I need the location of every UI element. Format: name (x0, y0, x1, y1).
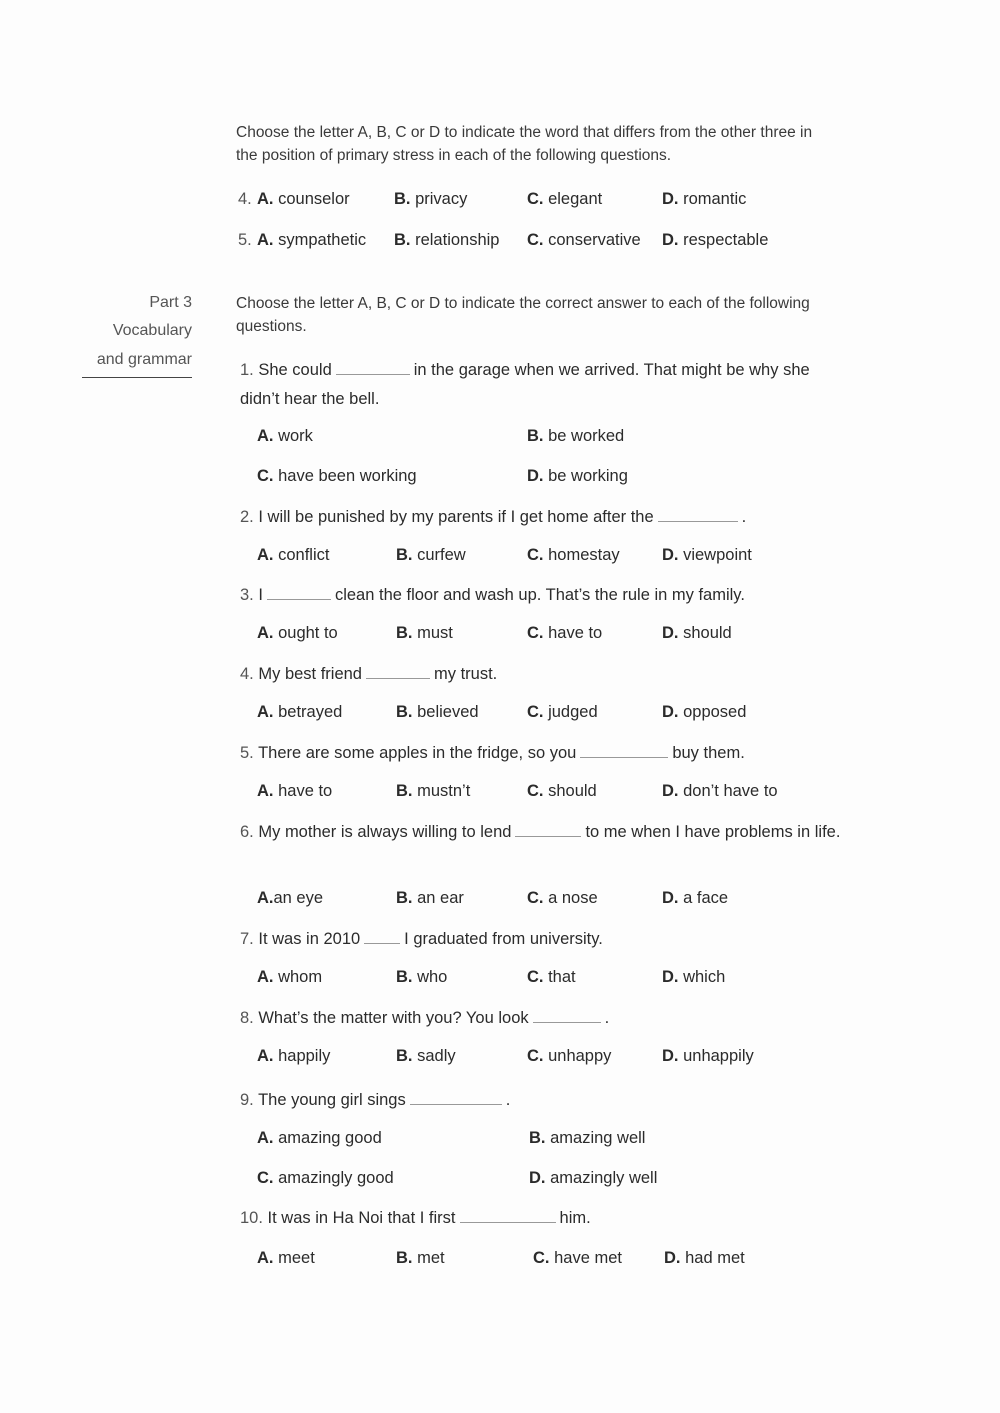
answer-blank[interactable] (336, 362, 410, 375)
options-row (240, 889, 860, 915)
options-row (240, 703, 860, 729)
options-row (240, 1169, 860, 1195)
options-row (240, 782, 860, 808)
answer-blank[interactable] (410, 1092, 502, 1105)
option-c[interactable]: C. have to (527, 624, 603, 642)
option-d[interactable]: D. which (662, 968, 726, 986)
grammar-question-9: 9. The young girl sings . (240, 1091, 511, 1109)
sidebar-section-line1: Vocabulary (112, 322, 192, 339)
answer-blank[interactable] (658, 509, 738, 522)
option-b[interactable]: B. met (396, 1249, 445, 1267)
option-b[interactable]: B. relationship (394, 231, 500, 249)
question-number: 5. (238, 231, 252, 249)
grammar-question-5: 5. There are some apples in the fridge, so you buy them. (240, 744, 745, 762)
options-row (240, 968, 860, 994)
option-d[interactable]: D. a face (662, 889, 729, 907)
sidebar-part-label: Part 3 (149, 294, 192, 311)
option-a[interactable]: A. have to (257, 782, 333, 800)
grammar-question-2: 2. I will be punished by my parents if I get home after the . (240, 508, 747, 526)
answer-blank[interactable] (460, 1210, 556, 1223)
answer-blank[interactable] (580, 745, 668, 758)
option-d[interactable]: D. unhappily (662, 1047, 754, 1065)
stress-question-5 (240, 231, 860, 257)
option-a[interactable]: A. meet (257, 1249, 315, 1267)
option-a[interactable]: A. counselor (257, 190, 350, 208)
option-d[interactable]: D. opposed (662, 703, 747, 721)
grammar-instruction: Choose the letter A, B, C or D to indicate the correct answer to each of the following questions. (236, 295, 810, 335)
grammar-question-1: 1. She could in the garage when we arrived. That might be why she didn’t hear the bell. (240, 361, 810, 408)
option-a[interactable]: A. sympathetic (257, 231, 367, 249)
answer-blank[interactable] (533, 1010, 601, 1023)
answer-blank[interactable] (267, 587, 331, 600)
question-number: 4. (238, 190, 252, 208)
option-a[interactable]: A. amazing good (257, 1129, 382, 1147)
stress-instruction: Choose the letter A, B, C or D to indicate the word that differs from the other three in the position of primary stress in each of the following questions. (236, 124, 813, 164)
option-c[interactable]: C. unhappy (527, 1047, 612, 1065)
grammar-question-10: 10. It was in Ha Noi that I first him. (240, 1209, 591, 1227)
option-b[interactable]: B. amazing well (529, 1129, 646, 1147)
option-c[interactable]: C. a nose (527, 889, 598, 907)
option-d[interactable]: D. viewpoint (662, 546, 752, 564)
grammar-question-7: 7. It was in 2010 I graduated from university. (240, 930, 603, 948)
option-d[interactable]: D. romantic (662, 190, 747, 208)
option-a[interactable]: A. whom (257, 968, 323, 986)
option-b[interactable]: B. sadly (396, 1047, 456, 1065)
answer-blank[interactable] (366, 666, 430, 679)
option-b[interactable]: B. curfew (396, 546, 466, 564)
option-a[interactable]: A. happily (257, 1047, 331, 1065)
options-row (240, 1249, 860, 1275)
option-c[interactable]: C. homestay (527, 546, 620, 564)
grammar-question-3: 3. I clean the floor and wash up. That’s the rule in my family. (240, 586, 745, 604)
option-b[interactable]: B. who (396, 968, 448, 986)
option-d[interactable]: D. should (662, 624, 732, 642)
option-c[interactable]: C. that (527, 968, 576, 986)
sidebar-divider (82, 377, 192, 378)
options-row (240, 1047, 860, 1073)
options-row (240, 624, 860, 650)
option-b[interactable]: B. believed (396, 703, 479, 721)
option-a[interactable]: A. betrayed (257, 703, 343, 721)
option-d[interactable]: D. had met (664, 1249, 745, 1267)
grammar-question-8: 8. What’s the matter with you? You look . (240, 1009, 610, 1027)
options-row (240, 467, 860, 493)
option-c[interactable]: C. should (527, 782, 597, 800)
options-row (240, 1129, 860, 1155)
option-c[interactable]: C. elegant (527, 190, 603, 208)
sidebar-section-line2: and grammar (96, 351, 192, 368)
option-a[interactable]: A. work (257, 427, 313, 445)
grammar-question-6: 6. My mother is always willing to lend to me when I have problems in life. (240, 823, 841, 841)
stress-question-4 (240, 190, 860, 216)
option-a[interactable]: A. ought to (257, 624, 338, 642)
options-row (240, 427, 860, 453)
option-b[interactable]: B. privacy (394, 190, 468, 208)
option-a[interactable]: A. conflict (257, 546, 330, 564)
option-d[interactable]: D. don’t have to (662, 782, 778, 800)
option-b[interactable]: B. be worked (527, 427, 625, 445)
option-d[interactable]: D. be working (527, 467, 628, 485)
option-a[interactable]: A.an eye (257, 889, 324, 907)
answer-blank[interactable] (515, 824, 581, 837)
option-b[interactable]: B. mustn’t (396, 782, 471, 800)
option-c[interactable]: C. judged (527, 703, 598, 721)
answer-blank[interactable] (364, 931, 400, 944)
option-d[interactable]: D. respectable (662, 231, 769, 249)
option-d[interactable]: D. amazingly well (529, 1169, 658, 1187)
option-c[interactable]: C. have been working (257, 467, 417, 485)
option-c[interactable]: C. have met (533, 1249, 622, 1267)
option-b[interactable]: B. must (396, 624, 453, 642)
option-c[interactable]: C. amazingly good (257, 1169, 394, 1187)
grammar-question-4: 4. My best friend my trust. (240, 665, 498, 683)
option-c[interactable]: C. conservative (527, 231, 641, 249)
options-row (240, 546, 860, 572)
option-b[interactable]: B. an ear (396, 889, 464, 907)
